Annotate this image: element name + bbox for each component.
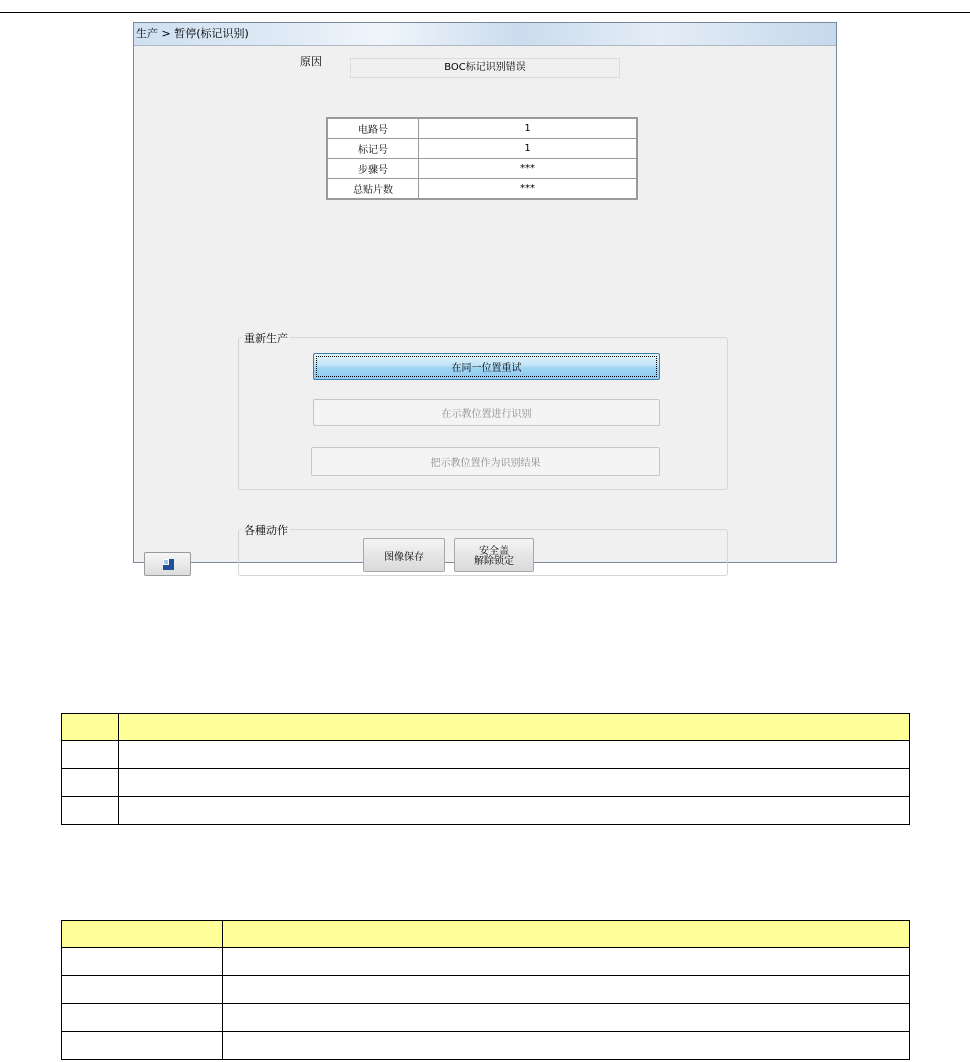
info-key: 总贴片数 xyxy=(327,179,419,200)
use-teach-position-as-result-button[interactable]: 把示教位置作为识别结果 xyxy=(311,447,660,476)
table-row xyxy=(62,948,910,976)
table-cell xyxy=(119,741,910,769)
table-row xyxy=(62,769,910,797)
table-header-row xyxy=(62,921,910,948)
reason-value: BOC标记识别错误 xyxy=(350,58,620,78)
table-cell xyxy=(62,769,119,797)
table-cell xyxy=(223,948,910,976)
window-title: 生产 > 暂停(标记识别) xyxy=(134,23,836,45)
table-cell xyxy=(62,1004,223,1032)
table-cell xyxy=(62,741,119,769)
restart-group-title: 重新生产 xyxy=(244,332,288,345)
header-cell xyxy=(62,714,119,741)
image-save-button[interactable]: 图像保存 xyxy=(363,538,445,572)
table-cell xyxy=(62,1032,223,1060)
restore-window-icon xyxy=(163,559,174,570)
table-row xyxy=(327,118,637,139)
table-row xyxy=(62,1032,910,1060)
table-cell xyxy=(223,976,910,1004)
safety-unlock-line1: 安全盖 xyxy=(479,545,509,557)
table-row xyxy=(62,797,910,825)
top-rule xyxy=(0,12,970,13)
doc-table-2 xyxy=(61,920,910,1060)
info-value: 1 xyxy=(419,139,638,159)
pause-dialog-window xyxy=(133,22,837,567)
info-value: *** xyxy=(419,179,638,200)
info-value: *** xyxy=(419,159,638,179)
table-cell xyxy=(62,797,119,825)
recognize-at-teach-position-button[interactable]: 在示教位置进行识别 xyxy=(313,399,660,426)
doc-table-1 xyxy=(61,713,910,825)
dialog-client-area xyxy=(134,45,836,567)
restore-window-button[interactable] xyxy=(144,552,191,576)
header-cell xyxy=(223,921,910,948)
table-row xyxy=(327,179,637,200)
table-row xyxy=(62,1004,910,1032)
table-row xyxy=(327,139,637,159)
header-cell xyxy=(62,921,223,948)
table-row xyxy=(327,159,637,179)
table-cell xyxy=(119,797,910,825)
table-row xyxy=(62,976,910,1004)
reason-label: 原因 xyxy=(300,55,322,68)
info-key: 步骤号 xyxy=(327,159,419,179)
table-header-row xyxy=(62,714,910,741)
table-cell xyxy=(223,1032,910,1060)
table-row xyxy=(62,741,910,769)
table-cell xyxy=(62,976,223,1004)
safety-cover-unlock-button[interactable] xyxy=(454,538,534,572)
retry-same-position-button[interactable]: 在同一位置重试 xyxy=(313,353,660,380)
header-cell xyxy=(119,714,910,741)
table-cell xyxy=(119,769,910,797)
info-key: 标记号 xyxy=(327,139,419,159)
actions-group-title: 各種动作 xyxy=(244,524,288,537)
info-key: 电路号 xyxy=(327,118,419,139)
table-cell xyxy=(62,948,223,976)
info-value: 1 xyxy=(419,118,638,139)
info-table xyxy=(326,117,638,200)
safety-unlock-line2: 解除锁定 xyxy=(474,555,514,567)
table-cell xyxy=(223,1004,910,1032)
